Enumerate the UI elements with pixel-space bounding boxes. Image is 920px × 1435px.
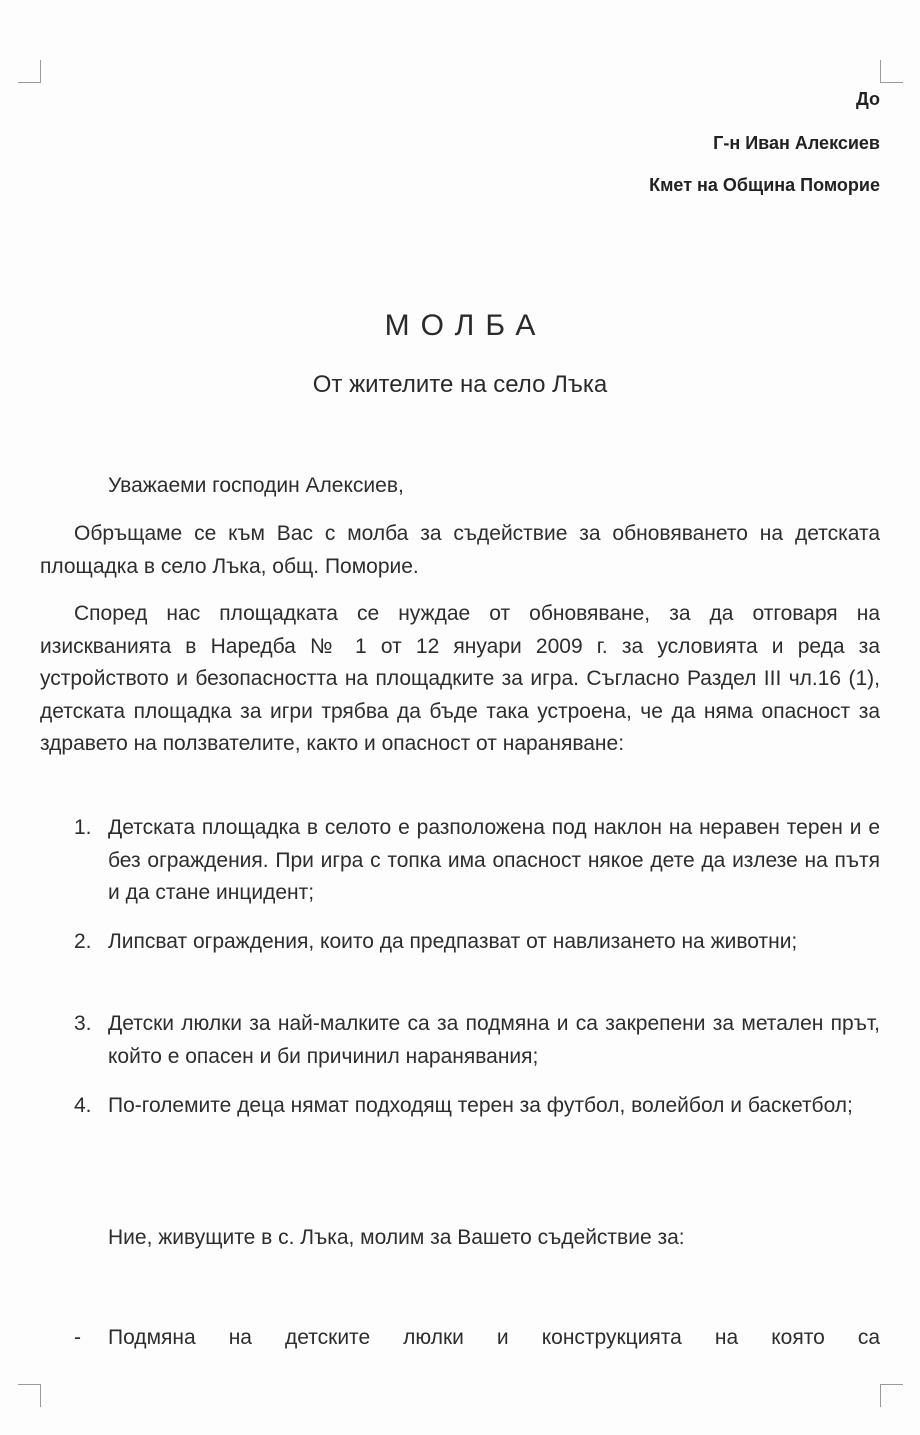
crop-mark-bottom-left bbox=[18, 1384, 41, 1407]
paragraph-regulation: Според нас площадката се нуждае от обновяване, за да отговаря на изискванията в Наредба № 1 от 12 януари 2009 г. за условията и реда за устройството и безопасността на площадките за игра. Съгласно Раздел III чл.16 (1), детската площадка за игри трябва да бъде така устроена, че да няма опасност за здравето на ползвателите, както и опасност от нараняване: bbox=[40, 602, 880, 755]
list-number: 4. bbox=[74, 1094, 92, 1117]
list-item-text: Детската площадка в селото е разположена под наклон на неравен терен и е без ограждения. При игра с топка има опасност някое дете да излезе на пътя и да стане инцидент; bbox=[108, 816, 880, 904]
document-subtitle: От жителите на село Лъка bbox=[312, 371, 608, 398]
issue-list-item bbox=[68, 1008, 880, 1073]
issue-list-item bbox=[68, 926, 880, 959]
list-item-text: Детски люлки за най-малките са за подмяна и са закрепени за метален прът, който е опасен и би причинил наранявания; bbox=[108, 1012, 880, 1068]
crop-mark-top-right bbox=[880, 60, 903, 83]
paragraph-intro: Обръщаме се към Вас с молба за съдействие за обновяването на детската площадка в село Лъка, общ. Поморие. bbox=[40, 522, 880, 578]
addressee-position: Кмет на Община Поморие bbox=[649, 175, 880, 195]
addressee-name: Г-н Иван Алексиев bbox=[713, 133, 880, 153]
list-number: 1. bbox=[74, 816, 92, 839]
document-title: МОЛБА bbox=[384, 309, 547, 342]
closing-request: Ние, живущите в с. Лъка, молим за Вашето съдействие за: bbox=[108, 1226, 685, 1249]
list-dash: - bbox=[74, 1326, 81, 1349]
crop-mark-top-left bbox=[18, 60, 41, 83]
list-number: 2. bbox=[74, 930, 92, 953]
list-item-text: Липсват ограждения, които да предпазват от навлизането на животни; bbox=[108, 930, 798, 953]
list-item-text: По-големите деца нямат подходящ терен за футбол, волейбол и баскетбол; bbox=[108, 1094, 853, 1117]
request-list-item bbox=[68, 1322, 880, 1356]
issue-list-item bbox=[68, 1090, 880, 1123]
request-item-text: Подмяна на детските люлки и конструкцията на която са bbox=[108, 1326, 880, 1349]
issue-list-item bbox=[68, 812, 880, 910]
addressee-to: До bbox=[855, 89, 880, 109]
list-number: 3. bbox=[74, 1012, 92, 1035]
crop-mark-bottom-right bbox=[880, 1384, 903, 1407]
salutation: Уважаеми господин Алексиев, bbox=[108, 474, 404, 497]
